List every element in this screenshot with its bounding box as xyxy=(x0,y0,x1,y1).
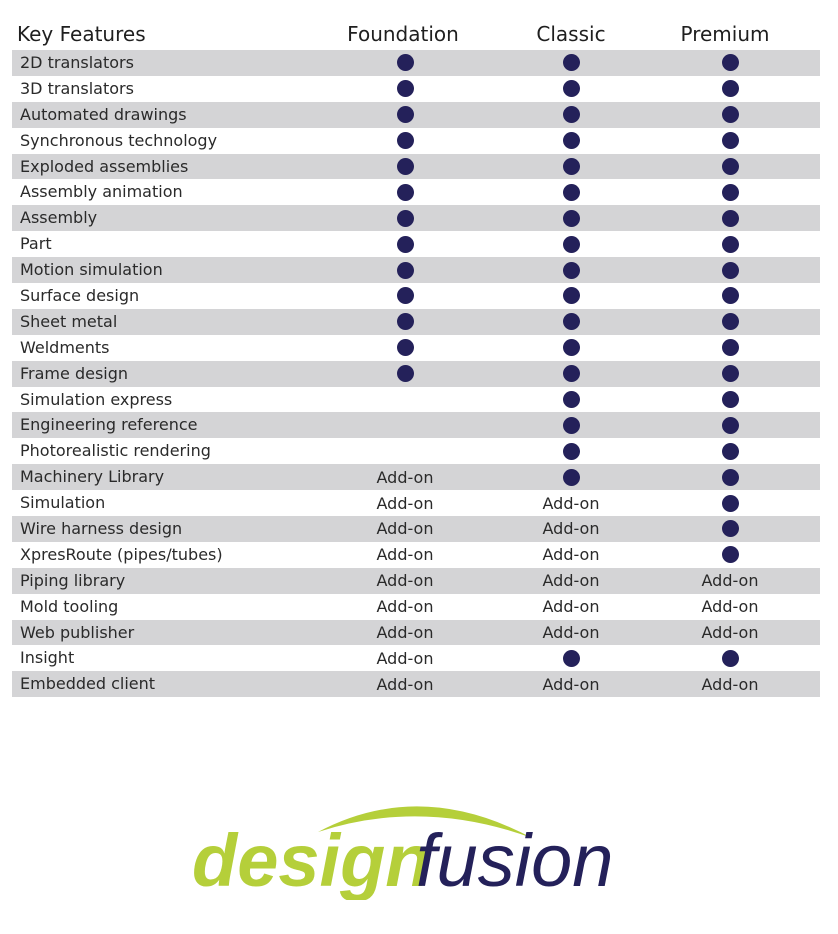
included-dot-icon xyxy=(397,106,414,123)
feature-label: Assembly xyxy=(20,208,98,228)
cell-foundation xyxy=(335,179,475,205)
included-dot-icon xyxy=(563,287,580,304)
addon-label: Add-on xyxy=(376,493,434,513)
included-dot-icon xyxy=(563,339,580,356)
table-row xyxy=(12,361,820,387)
included-dot-icon xyxy=(563,80,580,97)
feature-label: XpresRoute (pipes/tubes) xyxy=(20,544,223,564)
included-dot-icon xyxy=(563,417,580,434)
cell-foundation xyxy=(335,102,475,128)
included-dot-icon xyxy=(563,365,580,382)
cell-foundation xyxy=(335,257,475,283)
cell-premium xyxy=(660,335,800,361)
addon-label: Add-on xyxy=(542,519,600,539)
cell-premium xyxy=(660,50,800,76)
included-dot-icon xyxy=(722,520,739,537)
table-row xyxy=(12,438,820,464)
table-row xyxy=(12,620,820,646)
column-classic: Classic xyxy=(536,22,606,46)
feature-label: Exploded assemblies xyxy=(20,156,189,176)
feature-label: Machinery Library xyxy=(20,467,165,487)
addon-label: Add-on xyxy=(376,545,434,565)
cell-premium xyxy=(660,361,800,387)
cell-classic xyxy=(501,568,641,594)
addon-label: Add-on xyxy=(701,674,759,694)
table-row xyxy=(12,542,820,568)
column-premium: Premium xyxy=(680,22,770,46)
cell-premium xyxy=(660,205,800,231)
cell-classic xyxy=(501,671,641,697)
table-row xyxy=(12,594,820,620)
addon-label: Add-on xyxy=(542,571,600,591)
included-dot-icon xyxy=(722,313,739,330)
table-row xyxy=(12,645,820,671)
cell-premium xyxy=(660,568,800,594)
included-dot-icon xyxy=(722,650,739,667)
cell-foundation xyxy=(335,50,475,76)
cell-foundation xyxy=(335,205,475,231)
table-row xyxy=(12,412,820,438)
cell-foundation xyxy=(335,490,475,516)
included-dot-icon xyxy=(563,650,580,667)
cell-classic xyxy=(501,205,641,231)
cell-foundation xyxy=(335,671,475,697)
cell-premium xyxy=(660,76,800,102)
included-dot-icon xyxy=(563,210,580,227)
cell-foundation xyxy=(335,283,475,309)
cell-classic xyxy=(501,102,641,128)
cell-classic xyxy=(501,620,641,646)
cell-classic xyxy=(501,283,641,309)
table-row xyxy=(12,490,820,516)
addon-label: Add-on xyxy=(376,467,434,487)
cell-classic xyxy=(501,464,641,490)
cell-foundation xyxy=(335,387,475,413)
included-dot-icon xyxy=(722,495,739,512)
feature-label: Frame design xyxy=(20,363,129,383)
feature-label: Web publisher xyxy=(20,622,135,642)
cell-foundation xyxy=(335,335,475,361)
cell-premium xyxy=(660,231,800,257)
table-row xyxy=(12,50,820,76)
table-row xyxy=(12,205,820,231)
cell-premium xyxy=(660,671,800,697)
included-dot-icon xyxy=(722,365,739,382)
included-dot-icon xyxy=(722,339,739,356)
addon-label: Add-on xyxy=(542,674,600,694)
cell-classic xyxy=(501,412,641,438)
included-dot-icon xyxy=(722,54,739,71)
cell-foundation xyxy=(335,594,475,620)
feature-label: Sheet metal xyxy=(20,311,118,331)
table-row xyxy=(12,387,820,413)
cell-classic xyxy=(501,387,641,413)
feature-label: Photorealistic rendering xyxy=(20,441,211,461)
feature-label: Simulation express xyxy=(20,389,173,409)
addon-label: Add-on xyxy=(376,571,434,591)
cell-classic xyxy=(501,594,641,620)
included-dot-icon xyxy=(397,236,414,253)
cell-classic xyxy=(501,76,641,102)
included-dot-icon xyxy=(722,184,739,201)
table-header xyxy=(17,20,820,50)
feature-label: Motion simulation xyxy=(20,260,163,280)
cell-premium xyxy=(660,154,800,180)
cell-foundation xyxy=(335,412,475,438)
table-row xyxy=(12,335,820,361)
cell-premium xyxy=(660,309,800,335)
included-dot-icon xyxy=(722,132,739,149)
cell-premium xyxy=(660,464,800,490)
feature-comparison-table xyxy=(12,50,820,697)
cell-premium xyxy=(660,542,800,568)
cell-premium xyxy=(660,283,800,309)
included-dot-icon xyxy=(563,313,580,330)
addon-label: Add-on xyxy=(376,597,434,617)
cell-premium xyxy=(660,412,800,438)
feature-label: Embedded client xyxy=(20,674,156,694)
table-row xyxy=(12,128,820,154)
included-dot-icon xyxy=(722,391,739,408)
table-row xyxy=(12,179,820,205)
cell-premium xyxy=(660,179,800,205)
included-dot-icon xyxy=(563,262,580,279)
feature-label: 3D translators xyxy=(20,78,134,98)
addon-label: Add-on xyxy=(542,597,600,617)
cell-foundation xyxy=(335,76,475,102)
feature-label: Engineering reference xyxy=(20,415,198,435)
included-dot-icon xyxy=(722,546,739,563)
included-dot-icon xyxy=(563,184,580,201)
table-row xyxy=(12,102,820,128)
cell-classic xyxy=(501,490,641,516)
cell-classic xyxy=(501,335,641,361)
cell-classic xyxy=(501,128,641,154)
table-row xyxy=(12,154,820,180)
addon-label: Add-on xyxy=(542,623,600,643)
table-row xyxy=(12,309,820,335)
addon-label: Add-on xyxy=(376,674,434,694)
cell-classic xyxy=(501,179,641,205)
cell-premium xyxy=(660,387,800,413)
feature-label: Insight xyxy=(20,648,75,668)
feature-label: Synchronous technology xyxy=(20,130,218,150)
table-row xyxy=(12,76,820,102)
cell-foundation xyxy=(335,568,475,594)
included-dot-icon xyxy=(397,80,414,97)
feature-label: Assembly animation xyxy=(20,182,183,202)
addon-label: Add-on xyxy=(701,623,759,643)
cell-premium xyxy=(660,257,800,283)
designfusion-logo xyxy=(190,790,630,900)
included-dot-icon xyxy=(397,132,414,149)
cell-classic xyxy=(501,361,641,387)
table-row xyxy=(12,464,820,490)
cell-foundation xyxy=(335,154,475,180)
cell-foundation xyxy=(335,309,475,335)
included-dot-icon xyxy=(397,287,414,304)
cell-foundation xyxy=(335,464,475,490)
included-dot-icon xyxy=(397,54,414,71)
cell-classic xyxy=(501,257,641,283)
table-row xyxy=(12,231,820,257)
included-dot-icon xyxy=(722,417,739,434)
table-row xyxy=(12,516,820,542)
included-dot-icon xyxy=(563,54,580,71)
cell-classic xyxy=(501,542,641,568)
column-foundation: Foundation xyxy=(347,22,459,46)
key-features-heading: Key Features xyxy=(17,22,146,46)
included-dot-icon xyxy=(397,184,414,201)
feature-label: Weldments xyxy=(20,337,110,357)
addon-label: Add-on xyxy=(376,623,434,643)
included-dot-icon xyxy=(563,391,580,408)
cell-premium xyxy=(660,620,800,646)
included-dot-icon xyxy=(397,158,414,175)
cell-foundation xyxy=(335,231,475,257)
included-dot-icon xyxy=(397,210,414,227)
included-dot-icon xyxy=(563,443,580,460)
included-dot-icon xyxy=(563,236,580,253)
cell-classic xyxy=(501,516,641,542)
feature-label: Automated drawings xyxy=(20,104,187,124)
addon-label: Add-on xyxy=(542,493,600,513)
included-dot-icon xyxy=(563,106,580,123)
cell-premium xyxy=(660,645,800,671)
feature-label: Simulation xyxy=(20,493,106,513)
cell-premium xyxy=(660,102,800,128)
cell-foundation xyxy=(335,516,475,542)
included-dot-icon xyxy=(563,158,580,175)
feature-label: Mold tooling xyxy=(20,596,119,616)
addon-label: Add-on xyxy=(376,648,434,668)
included-dot-icon xyxy=(722,158,739,175)
included-dot-icon xyxy=(397,313,414,330)
cell-foundation xyxy=(335,620,475,646)
feature-label: Surface design xyxy=(20,286,140,306)
cell-premium xyxy=(660,516,800,542)
included-dot-icon xyxy=(397,365,414,382)
cell-foundation xyxy=(335,542,475,568)
table-row xyxy=(12,257,820,283)
logo-text-fusion: fusion xyxy=(416,819,614,900)
table-row xyxy=(12,568,820,594)
cell-premium xyxy=(660,128,800,154)
addon-label: Add-on xyxy=(701,571,759,591)
included-dot-icon xyxy=(722,236,739,253)
cell-classic xyxy=(501,645,641,671)
cell-premium xyxy=(660,438,800,464)
included-dot-icon xyxy=(722,287,739,304)
included-dot-icon xyxy=(563,469,580,486)
cell-premium xyxy=(660,594,800,620)
included-dot-icon xyxy=(563,132,580,149)
feature-label: Piping library xyxy=(20,570,126,590)
included-dot-icon xyxy=(722,80,739,97)
cell-classic xyxy=(501,309,641,335)
cell-foundation xyxy=(335,645,475,671)
table-row xyxy=(12,671,820,697)
cell-classic xyxy=(501,50,641,76)
cell-foundation xyxy=(335,438,475,464)
feature-label: Part xyxy=(20,234,52,254)
feature-label: 2D translators xyxy=(20,53,134,72)
feature-label: Wire harness design xyxy=(20,519,183,539)
cell-classic xyxy=(501,231,641,257)
included-dot-icon xyxy=(722,106,739,123)
addon-label: Add-on xyxy=(701,597,759,617)
included-dot-icon xyxy=(722,443,739,460)
cell-foundation xyxy=(335,128,475,154)
addon-label: Add-on xyxy=(542,545,600,565)
included-dot-icon xyxy=(397,339,414,356)
included-dot-icon xyxy=(397,262,414,279)
cell-premium xyxy=(660,490,800,516)
cell-classic xyxy=(501,438,641,464)
included-dot-icon xyxy=(722,469,739,486)
cell-classic xyxy=(501,154,641,180)
addon-label: Add-on xyxy=(376,519,434,539)
cell-foundation xyxy=(335,361,475,387)
table-row xyxy=(12,283,820,309)
logo-text-design: design xyxy=(192,819,431,900)
included-dot-icon xyxy=(722,210,739,227)
included-dot-icon xyxy=(722,262,739,279)
